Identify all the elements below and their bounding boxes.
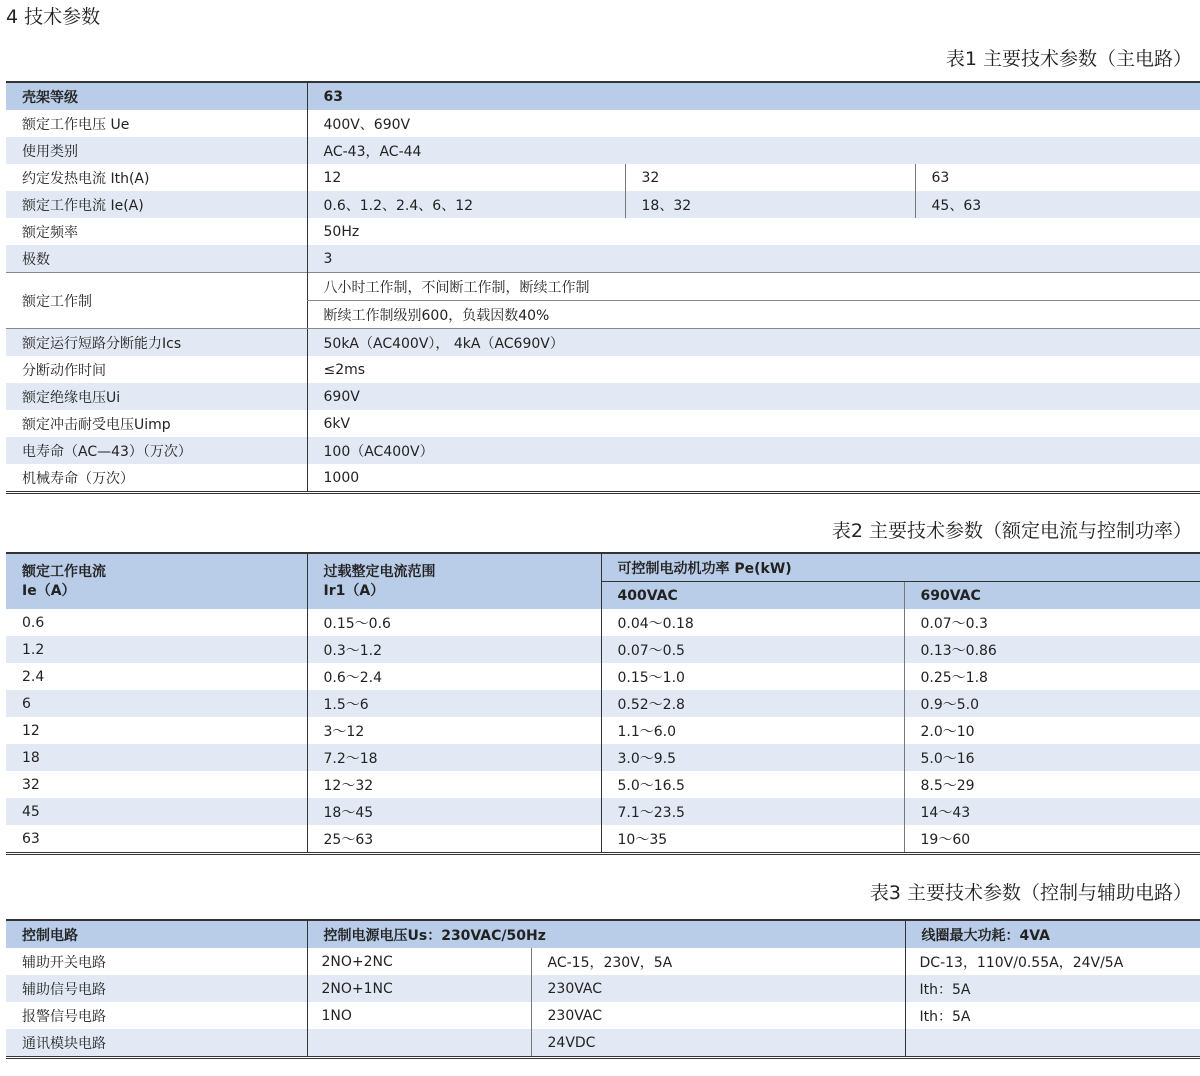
row-label: 电寿命（AC—43）（万次） <box>6 437 307 464</box>
cell-p690: 0.25～1.8 <box>904 663 1200 690</box>
table2-header-400: 400VAC <box>601 582 904 610</box>
table2 <box>6 552 1200 855</box>
table-row <box>6 636 1200 663</box>
cell-ir: 7.2～18 <box>307 744 601 771</box>
row-label: 额定工作电压 Ue <box>22 116 130 133</box>
table2-header-pe: 可控制电动机功率 Pe(kW) <box>601 553 1200 582</box>
table-row <box>6 744 1200 771</box>
cell-p400: 0.04～0.18 <box>601 609 904 636</box>
header-ir-line1: 过载整定电流范围 <box>323 563 436 580</box>
cell-p690: 0.9～5.0 <box>904 690 1200 717</box>
row-label: 分断动作时间 <box>22 362 106 379</box>
table3-header-circuit: 控制电路 <box>6 920 307 948</box>
row-value: 32 <box>625 164 915 191</box>
cell-ie: 45 <box>6 798 307 825</box>
cell-rating: 230VAC <box>531 975 905 1002</box>
table-row <box>6 110 1200 137</box>
table-row <box>6 663 1200 690</box>
row-value: 45、63 <box>915 191 1200 218</box>
table-row <box>6 948 1200 975</box>
cell-rating: AC-15，230V，5A <box>531 948 905 975</box>
table2-caption: 表2 主要技术参数（额定电流与控制功率） <box>831 520 1192 542</box>
table3-header-voltage: 控制电源电压Us：230VAC/50Hz <box>307 920 905 948</box>
row-value: 0.6、1.2、2.4、6、12 <box>307 191 625 218</box>
row-value: 690V <box>307 383 1200 410</box>
cell-p690: 8.5～29 <box>904 771 1200 798</box>
table-row <box>6 356 1200 383</box>
cell-rating: 230VAC <box>531 1002 905 1029</box>
row-value: 18、32 <box>625 191 915 218</box>
cell-p400: 1.1～6.0 <box>601 717 904 744</box>
table2-header-690: 690VAC <box>904 582 1200 610</box>
table-row <box>6 464 1200 493</box>
cell-p690: 2.0～10 <box>904 717 1200 744</box>
cell-p400: 3.0～9.5 <box>601 744 904 771</box>
table-row <box>6 383 1200 410</box>
table-row <box>6 798 1200 825</box>
table3 <box>6 919 1200 1059</box>
row-value: 3 <box>307 245 1200 273</box>
row-label: 极数 <box>6 245 307 273</box>
cell-dc: Ith：5A <box>905 1002 1200 1029</box>
table-row <box>6 329 1200 357</box>
cell-ie: 6 <box>6 690 307 717</box>
cell-ie: 63 <box>6 825 307 854</box>
row-label: 额定运行短路分断能力Ics <box>6 329 307 357</box>
cell-circuit: 报警信号电路 <box>22 1008 106 1025</box>
row-value: 12 <box>307 164 625 191</box>
cell-circuit: 通讯模块电路 <box>6 1029 307 1058</box>
cell-p690: 0.13～0.86 <box>904 636 1200 663</box>
header-ie-line2: Ie（A） <box>22 582 76 599</box>
row-value: 63 <box>915 164 1200 191</box>
cell-ie: 32 <box>22 776 40 793</box>
row-label: 额定冲击耐受电压Uimp <box>22 416 171 433</box>
row-label: 额定工作电流 Ie(A) <box>6 191 307 218</box>
cell-p400: 0.52～2.8 <box>601 690 904 717</box>
table-row <box>6 137 1200 164</box>
cell-ir: 0.3～1.2 <box>307 636 601 663</box>
row-label: 机械寿命（万次） <box>6 464 307 493</box>
row-value: AC-43，AC-44 <box>307 137 1200 164</box>
cell-ie: 1.2 <box>6 636 307 663</box>
table1-header-label: 壳架等级 <box>6 82 307 110</box>
cell-contacts <box>307 1029 531 1058</box>
table1-header-value: 63 <box>307 82 1200 110</box>
row-value: ≤2ms <box>307 356 1200 383</box>
cell-ir: 3～12 <box>307 717 601 744</box>
row-label: 约定发热电流 Ith(A) <box>22 170 150 187</box>
table-row <box>6 975 1200 1002</box>
row-value: 400V、690V <box>307 110 1200 137</box>
table-row <box>6 1002 1200 1029</box>
table-row <box>6 164 1200 191</box>
row-label: 额定频率 <box>22 224 78 241</box>
cell-p400: 7.1～23.5 <box>601 798 904 825</box>
cell-dc: Ith：5A <box>905 975 1200 1002</box>
row-value: 6kV <box>307 410 1200 437</box>
cell-contacts: 1NO <box>307 1002 531 1029</box>
table3-header-coil: 线圈最大功耗：4VA <box>905 920 1200 948</box>
cell-ir: 18～45 <box>307 798 601 825</box>
cell-p690: 0.07～0.3 <box>904 609 1200 636</box>
cell-ie: 12 <box>22 722 40 739</box>
row-label: 使用类别 <box>6 137 307 164</box>
cell-contacts: 2NO+1NC <box>307 975 531 1002</box>
cell-ir: 12～32 <box>307 771 601 798</box>
table3-caption: 表3 主要技术参数（控制与辅助电路） <box>869 882 1192 904</box>
section-title: 4 技术参数 <box>6 6 101 28</box>
cell-p400: 10～35 <box>601 825 904 854</box>
cell-p400: 0.07～0.5 <box>601 636 904 663</box>
table-row <box>6 273 1200 301</box>
header-ie-line1: 额定工作电流 <box>22 563 106 580</box>
table2-header-ir <box>307 553 601 609</box>
row-value: 断续工作制级别600，负载因数40% <box>307 301 1200 329</box>
table1 <box>6 81 1200 494</box>
table-row <box>6 245 1200 273</box>
cell-p400: 5.0～16.5 <box>601 771 904 798</box>
row-value: 100（AC400V） <box>307 437 1200 464</box>
row-value: 50Hz <box>307 218 1200 245</box>
table-row <box>6 437 1200 464</box>
table-row <box>6 218 1200 245</box>
table2-header-ie <box>6 553 307 609</box>
table-row <box>6 690 1200 717</box>
table-row <box>6 191 1200 218</box>
cell-ie: 2.4 <box>22 668 45 685</box>
cell-ir: 1.5～6 <box>307 690 601 717</box>
cell-p690: 5.0～16 <box>904 744 1200 771</box>
table1-caption: 表1 主要技术参数（主电路） <box>945 48 1192 70</box>
table-row <box>6 1029 1200 1058</box>
cell-circuit: 辅助开关电路 <box>22 954 106 971</box>
table-row <box>6 410 1200 437</box>
cell-rating: 24VDC <box>531 1029 905 1058</box>
table-row <box>6 717 1200 744</box>
cell-p400: 0.15～1.0 <box>601 663 904 690</box>
cell-ir: 0.15～0.6 <box>307 609 601 636</box>
table-row <box>6 771 1200 798</box>
table-row <box>6 825 1200 854</box>
cell-dc <box>905 1029 1200 1058</box>
header-ir-line2: Ir1（A） <box>323 582 385 599</box>
row-value: 八小时工作制，不间断工作制，断续工作制 <box>307 273 1200 301</box>
cell-p690: 19～60 <box>904 825 1200 854</box>
cell-p690: 14～43 <box>904 798 1200 825</box>
cell-ir: 25～63 <box>307 825 601 854</box>
cell-ie: 18 <box>6 744 307 771</box>
row-value: 50kA（AC400V）， 4kA（AC690V） <box>307 329 1200 357</box>
row-label: 额定绝缘电压Ui <box>6 383 307 410</box>
cell-ir: 0.6～2.4 <box>307 663 601 690</box>
cell-contacts: 2NO+2NC <box>307 948 531 975</box>
cell-circuit: 辅助信号电路 <box>6 975 307 1002</box>
cell-ie: 0.6 <box>22 614 45 631</box>
cell-dc: DC-13，110V/0.55A，24V/5A <box>905 948 1200 975</box>
table-row <box>6 609 1200 636</box>
row-label: 额定工作制 <box>6 273 307 329</box>
row-value: 1000 <box>307 464 1200 493</box>
